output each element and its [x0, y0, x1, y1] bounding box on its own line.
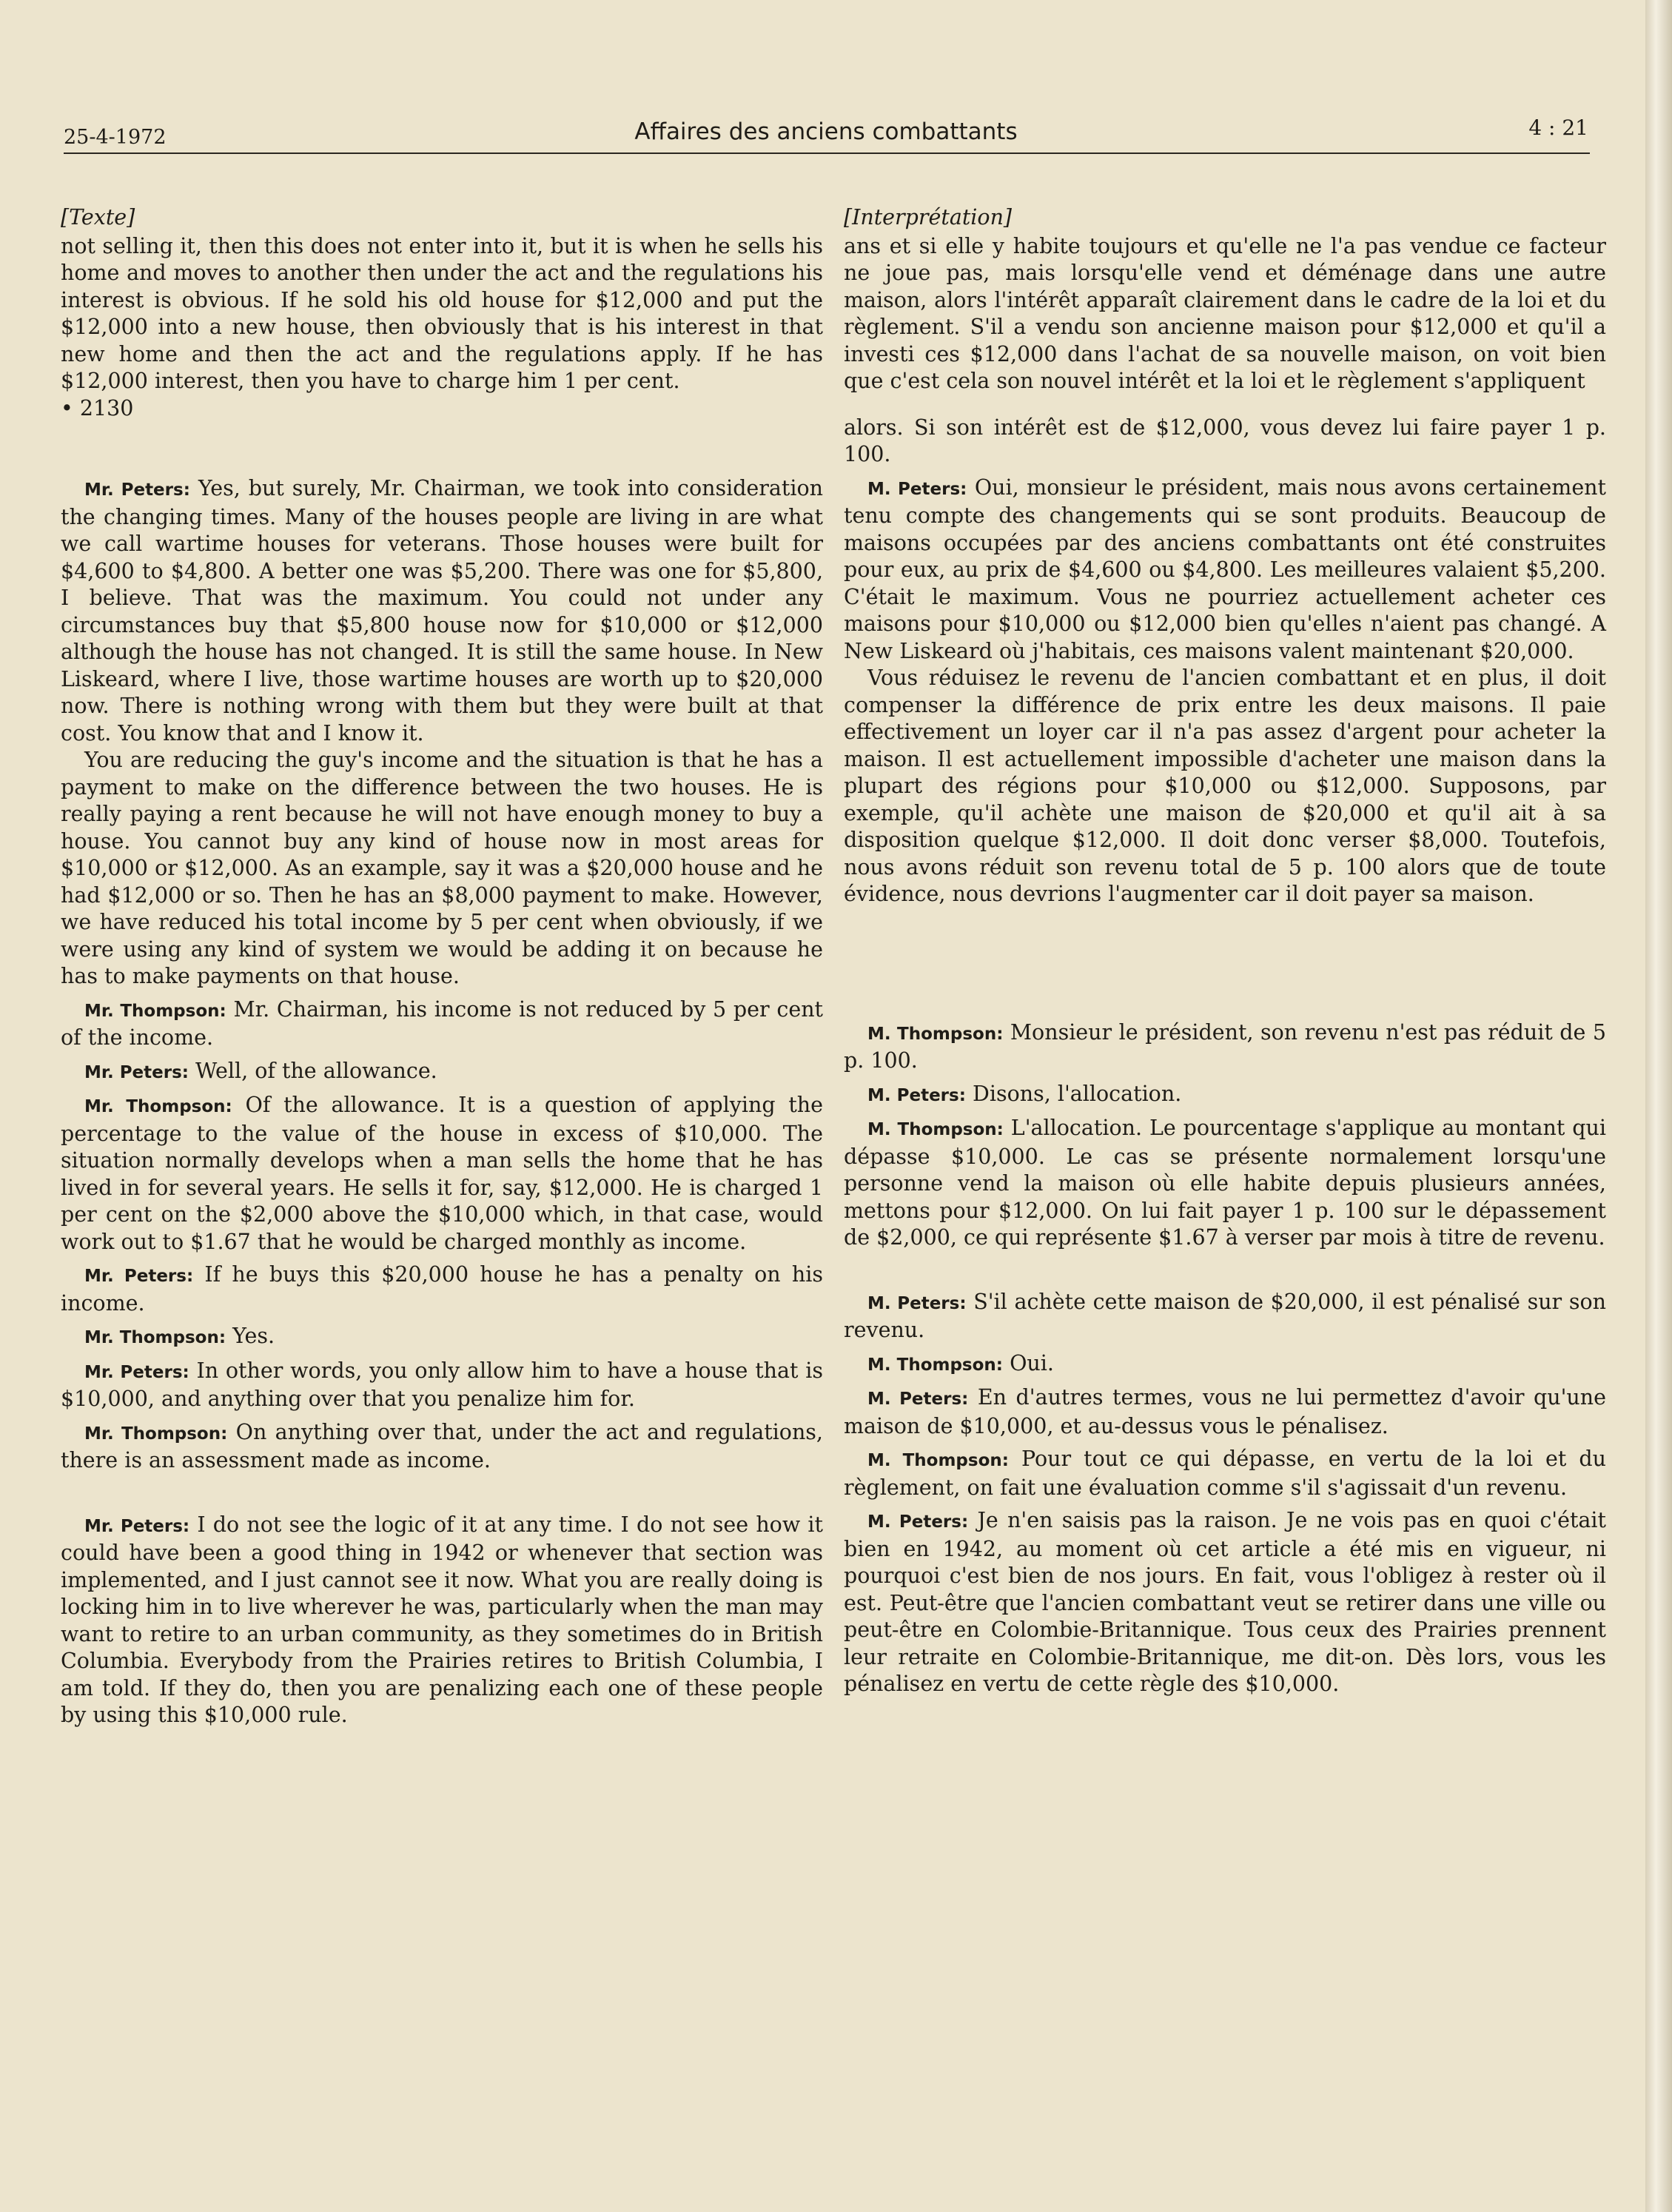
- paragraph: ans et si elle y habite toujours et qu'elle ne l'a pas vendue ce facteur ne joue pas, mais lorsqu'elle vend et déménage dans une autre maison, alors l'intérêt apparaît clairement dans le cadre de la loi et du règlement. S'il a vendu son ancienne maison pour $12,000 et qu'il a investi ces $12,000 dans l'achat de sa nouvelle maison, on voit bien que c'est cela son nouvel intérêt et la loi et le règlement s'appliquent: [844, 233, 1606, 393]
- speech-text: Monsieur le président, son revenu n'est pas réduit de 5 p. 100.: [844, 1019, 1606, 1073]
- header-date: 25-4-1972: [64, 126, 167, 149]
- speaker-name: Mr. Peters:: [84, 1362, 189, 1382]
- paragraph: [844, 1350, 1606, 1379]
- page-header: [64, 110, 1588, 154]
- paragraph: [61, 1261, 823, 1317]
- page-edge: [1645, 0, 1672, 2212]
- speech-text: Je n'en saisis pas la raison. Je ne vois pas en quoi c'était bien en 1942, au moment où cet article a été mis en vigueur, ni pourquoi c'est bien de nos jours. En fait, vous l'obligez à rester où il est. Peut-être que l'ancien combattant veut se retirer dans une ville ou peut-être en Colombie-Britannique. Tous ceux des Prairies prennent leur retraite en Colombie-Britannique, me dit-on. Dès lors, vous les pénalisez en vertu de cette règle des $10,000.: [844, 1508, 1606, 1696]
- speech-text: Yes, but surely, Mr. Chairman, we took into consideration the changing times. Many of the houses people are living in are what we call wartime houses for veterans. Those houses were built for $4,600 to $4,800. A better one was $5,200. There was one for $5,800, I believe. That was the maximum. You could not under any circumstances buy that $5,800 house now for $10,000 or $12,000 although the house has not changed. It is still the same house. In New Liskeard, where I live, those wartime houses are worth up to $20,000 now. There is nothing wrong with them but they were built at that cost. You know that and I know it.: [61, 476, 824, 745]
- paragraph: [844, 1081, 1606, 1110]
- paragraph: [844, 475, 1606, 666]
- paragraph: [61, 1058, 823, 1087]
- paragraph: [844, 1507, 1606, 1698]
- speaker-name: M. Peters:: [867, 479, 967, 499]
- paragraph: [61, 1358, 823, 1413]
- speaker-name: M. Thompson:: [867, 1024, 1004, 1044]
- speaker-name: M. Peters:: [867, 1293, 967, 1313]
- speaker-name: Mr. Peters:: [84, 1062, 189, 1082]
- column-label: [Interprétation]: [844, 205, 1013, 229]
- paragraph: Vous réduisez le revenu de l'ancien combattant et en plus, il doit compenser la différence de prix entre les deux maisons. Il paie effectivement un loyer car il n'a pas assez d'argent pour acheter la maison. Il est actuellement impossible d'acheter une maison dans la plupart des régions pour $10,000 ou $12,000. Supposons, par exemple, qu'il achète une maison de $20,000 et qu'il ait à sa disposition quelque $12,000. Il doit donc verser $8,000. Toutefois, nous avons réduit son revenu total de 5 p. 100 alors que de toute évidence, nous devrions l'augmenter car il doit payer sa maison.: [844, 666, 1606, 906]
- speaker-name: M. Peters:: [867, 1512, 969, 1532]
- paragraph: [844, 1019, 1606, 1075]
- time-marker: • 2130: [61, 395, 134, 420]
- speech-text: Disons, l'allocation.: [972, 1081, 1182, 1106]
- speech-text: I do not see the logic of it at any time. I do not see how it could have been a good thing in 1942 or whenever that section was implemented, and I just cannot see it now. What you are really doing is locking him in to live wherever he was, particularly when the man may want to retire to an urban community, as they sometimes do in British Columbia. Everybody from the Prairies retires to British Columbia, I am told. If they do, then you are penalizing each one of these people by using this $10,000 rule.: [61, 1512, 823, 1727]
- speaker-name: Mr. Peters:: [84, 1267, 194, 1286]
- header-rule: [64, 153, 1590, 154]
- paragraph: alors. Si son intérêt est de $12,000, vous devez lui faire payer 1 p. 100.: [844, 415, 1606, 466]
- paragraph: not selling it, then this does not enter into it, but it is when he sells his home and moves to another then under the act and the regulations his interest is obvious. If he sold his old house for $12,000 and put the $12,000 into a new house, then obviously that is his interest in that new home and then the act and the regulations apply. If he has $12,000 interest, then you have to charge him 1 per cent.: [61, 233, 823, 393]
- speech-text: Oui, monsieur le président, mais nous avons certainement tenu compte des changements qui se sont produits. Beaucoup de maisons occupées par des anciens combattants ont été construites pour eux, au prix de $4,600 ou $4,800. Les meilleures valaient $5,200. C'était le maximum. Vous ne pourriez actuellement acheter ces maisons pour $10,000 ou $12,000 bien qu'elles n'aient pas changé. A New Liskeard où j'habitais, ces maisons valent maintenant $20,000.: [844, 475, 1606, 663]
- speaker-name: M. Thompson:: [867, 1120, 1004, 1139]
- speech-text: In other words, you only allow him to have a house that is $10,000, and anything over that you penalize him for.: [61, 1358, 823, 1411]
- french-column: [844, 204, 1606, 1698]
- speech-text: Yes.: [232, 1324, 275, 1348]
- speaker-name: Mr. Peters:: [84, 480, 190, 500]
- paragraph: You are reducing the guy's income and the situation is that he has a payment to make on the difference between the two houses. He is really paying a rent because he will not have enough money to buy a house. You cannot buy any kind of house now in most areas for $10,000 or $12,000. As an example, say it was a $20,000 house and he had $12,000 or so. Then he has an $8,000 payment to make. However, we have reduced his total income by 5 per cent when obviously, if we were using any kind of system we would be adding it on because he has to make payments on that house.: [61, 748, 823, 988]
- speech-text: S'il achète cette maison de $20,000, il est pénalisé sur son revenu.: [844, 1289, 1606, 1342]
- speaker-name: Mr. Thompson:: [84, 1328, 226, 1347]
- paragraph: [844, 1384, 1606, 1440]
- paragraph: [844, 1289, 1606, 1344]
- speech-text: Oui.: [1010, 1350, 1054, 1375]
- paragraph: [844, 1446, 1606, 1501]
- speaker-name: Mr. Thompson:: [84, 1097, 232, 1116]
- speech-text: L'allocation. Le pourcentage s'applique au montant qui dépasse $10,000. Le cas se présente normalement lorsqu'une personne vend la maison où elle habite depuis plusieurs années, mettons pour $12,000. On lui fait payer 1 p. 100 sur le dépassement de $2,000, ce qui représente $1.67 à verser par mois à titre de revenu.: [844, 1116, 1606, 1250]
- paragraph: [61, 996, 823, 1052]
- speaker-name: M. Thompson:: [867, 1355, 1003, 1375]
- speech-text: Mr. Chairman, his income is not reduced by 5 per cent of the income.: [61, 996, 823, 1050]
- speaker-name: Mr. Thompson:: [84, 1424, 228, 1444]
- paragraph: [61, 475, 823, 747]
- speaker-name: M. Peters:: [867, 1390, 969, 1409]
- paragraph: [61, 1323, 823, 1352]
- speech-text: On anything over that, under the act and regulations, there is an assessment made as income.: [61, 1419, 823, 1472]
- speech-text: If he buys this $20,000 house he has a penalty on his income.: [61, 1262, 823, 1316]
- speech-text: En d'autres termes, vous ne lui permettez d'avoir qu'une maison de $10,000, et au-dessus vous le pénalisez.: [844, 1385, 1607, 1438]
- paragraph: [61, 1512, 823, 1729]
- page-number: 4 : 21: [1528, 115, 1588, 140]
- speech-text: Of the allowance. It is a question of applying the percentage to the value of the house in excess of $10,000. The situation normally develops when a man sells the home that he has lived in for several years. He sells it for, say, $12,000. He is charged 1 per cent on the $2,000 above the $10,000 which, in that case, would work out to $1.67 that he would be charged monthly as income.: [61, 1093, 824, 1254]
- speech-text: Well, of the allowance.: [195, 1058, 437, 1083]
- paragraph: [61, 1419, 823, 1475]
- speaker-name: Mr. Peters:: [84, 1516, 190, 1536]
- paragraph: [61, 1092, 823, 1256]
- english-column: [61, 204, 823, 1729]
- speaker-name: M. Thompson:: [867, 1451, 1009, 1470]
- column-label: [Texte]: [61, 205, 135, 229]
- speaker-name: M. Peters:: [867, 1085, 966, 1105]
- paragraph: [844, 1115, 1606, 1252]
- speech-text: Pour tout ce qui dépasse, en vertu de la loi et du règlement, on fait une évaluation comme s'il s'agissait d'un revenu.: [844, 1447, 1606, 1500]
- header-title: Affaires des anciens combattants: [634, 118, 1018, 145]
- speaker-name: Mr. Thompson:: [84, 1001, 226, 1021]
